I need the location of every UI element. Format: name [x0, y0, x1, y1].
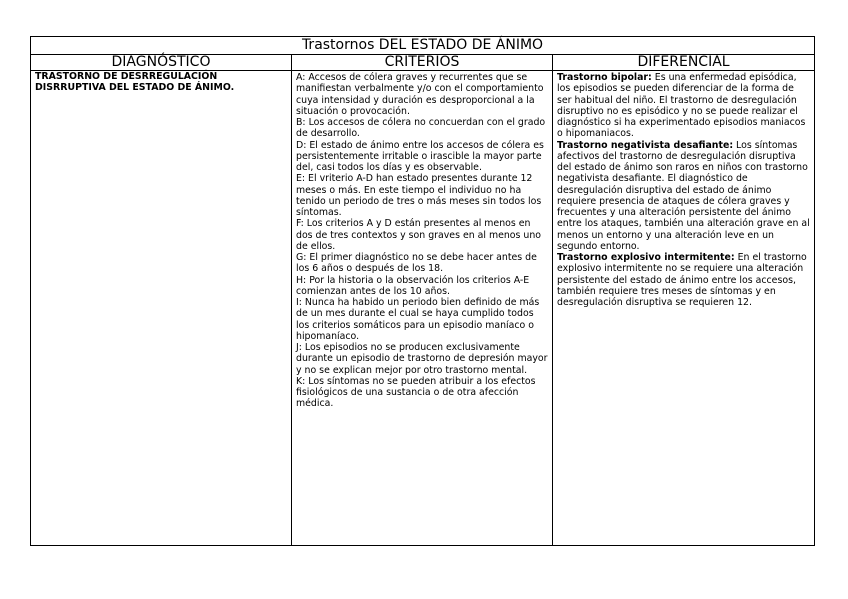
- differential-explosivo-text: En el trastorno explosivo intermitente no se requiere una alteración persistente del estado de ánimo entre los accesos, también requiere tres meses de síntomas y en desregulación disruptiva se requieren 12.: [557, 252, 807, 308]
- criterion-g: G: El primer diagnóstico no se debe hacer antes de los 6 años o después de los 18.: [296, 252, 537, 275]
- differential-cell: [553, 71, 815, 546]
- table-title: Trastornos DEL ESTADO DE ÁNIMO: [31, 37, 815, 55]
- differential-negativista-label: Trastorno negativista desafiante:: [557, 139, 734, 151]
- disorder-table: [30, 36, 815, 546]
- criterion-j: J: Los episodios no se producen exclusivamente durante un episodio de trastorno de depresión mayor y no se explican mejor por otro trastorno mental.: [296, 342, 548, 376]
- criterion-a: A: Accesos de cólera graves y recurrentes que se manifiestan verbalmente y/o con el comportamiento cuya intensidad y duración es desproporcional a la situación o provocación.: [296, 72, 544, 117]
- differential-bipolar-label: Trastorno bipolar:: [557, 72, 652, 83]
- criteria-cell: [292, 71, 553, 546]
- header-criterios: CRITERIOS: [292, 55, 553, 71]
- criterion-d: D: El estado de ánimo entre los accesos de cólera es persistentemente irritable o irascible la mayor parte del, casi todos los días y es observable.: [296, 139, 544, 173]
- differential-bipolar: [557, 72, 810, 140]
- header-diferencial: DIFERENCIAL: [553, 55, 815, 71]
- diagnosis-name: TRASTORNO DE DESRREGULACIÓN DISRRUPTIVA DEL ESTADO DE ÁNIMO.: [35, 71, 235, 93]
- criterion-e: E: El vriterio A-D han estado presentes durante 12 meses o más. En este tiempo el individuo no ha tenido un periodo de tres o más meses sin todos los síntomas.: [296, 173, 542, 218]
- differential-explosivo-label: Trastorno explosivo intermitente:: [557, 252, 735, 263]
- differential-bipolar-text: Es una enfermedad episódica, los episodios se pueden diferenciar de la forma de ser habitual del niño. El trastorno de desregulación disruptivo no es episódico y no se puede realizar el diagnóstico si ha experimentado episodios maniacos o hipomaniacos.: [557, 72, 806, 140]
- header-diagnostico: DIAGNÓSTICO: [31, 55, 292, 71]
- differential-negativista-text: Los síntomas afectivos del trastorno de desregulación disruptiva del estado de ánimo son raros en niños con trastorno negativista desafiante. El diagnóstico de desregulación disruptiva del estado de ánimo requiere presencia de ataques de cólera graves y frecuentes y una alteración persistente del ánimo entre los ataques, también una alteración grave en al menos un entorno y una alteración leve en un segundo entorno.: [557, 139, 810, 252]
- criterion-h: H: Por la historia o la observación los criterios A-E comienzan antes de los 10 años.: [296, 274, 530, 297]
- criterion-b: B: Los accesos de cólera no concuerdan con el grado de desarrollo.: [296, 117, 546, 140]
- diagnosis-cell: [31, 71, 292, 546]
- criterion-k: K: Los síntomas no se pueden atribuir a los efectos fisiológicos de una sustancia o de otra afección médica.: [296, 375, 536, 410]
- differential-explosivo: [557, 252, 810, 308]
- criterion-i: I: Nunca ha habido un periodo bien definido de más de un mes durante el cual se haya cumplido todos los criterios somáticos para un episodio maníaco o hipomaníaco.: [296, 297, 540, 342]
- differential-negativista: [557, 140, 810, 253]
- criterion-f: F: Los criterios A y D están presentes al menos en dos de tres contextos y son graves en al menos uno de ellos.: [296, 218, 542, 252]
